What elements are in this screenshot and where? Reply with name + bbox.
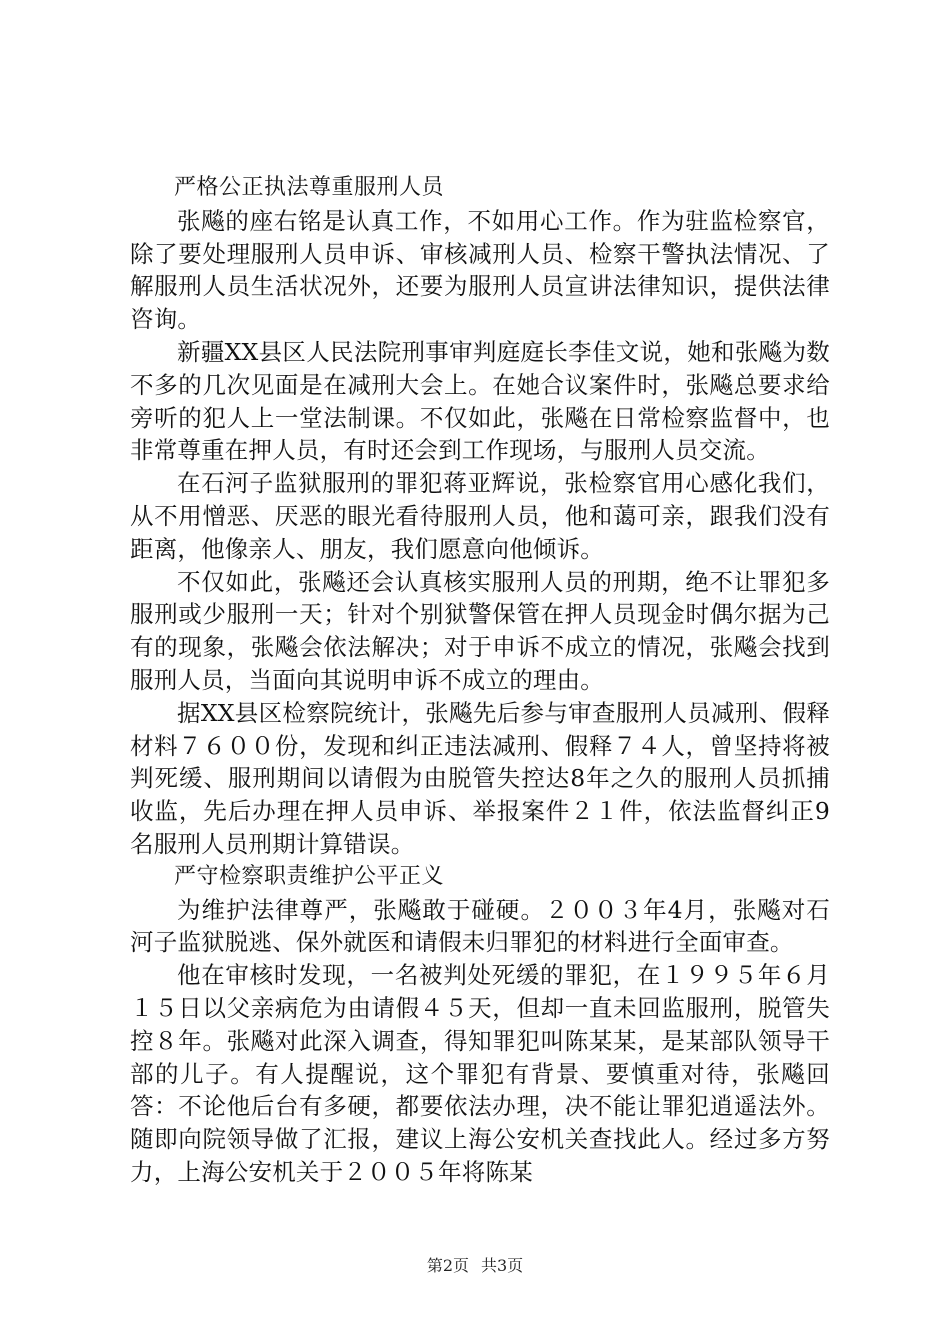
paragraph-judge-statement: 新疆XX县区人民法院刑事审判庭庭长李佳文说，她和张飚为数不多的几次见面是在减刑大会上。在她合议案件时，张飚总要求给旁听的犯人上一堂法制课。不仅如此，张飚在日常检察监督中，也非常尊重在押人员，有时还会到工作现场，与服刑人员交流。 — [130, 337, 830, 465]
page-footer — [0, 1256, 950, 1276]
page-total: 共3页 — [481, 1256, 524, 1275]
section-heading-2: 严守检察职责维护公平正义 — [174, 863, 445, 889]
paragraph-inmate-statement: 在石河子监狱服刑的罪犯蒋亚辉说，张检察官用心感化我们，从不用憎恶、厌恶的眼光看待服刑人员，他和蔼可亲，跟我们没有距离，他像亲人、朋友，我们愿意向他倾诉。 — [130, 469, 830, 563]
paragraph-sentence-verification: 不仅如此，张飚还会认真核实服刑人员的刑期，绝不让罪犯多服刑或少服刑一天；针对个别狱警保管在押人员现金时偶尔据为己有的现象，张飚会依法解决；对于申诉不成立的情况，张飚会找到服刑人员，当面向其说明申诉不成立的理由。 — [130, 567, 830, 694]
page-number: 第2页 — [426, 1256, 469, 1275]
paragraph-review-2003: 为维护法律尊严，张飚敢于碰硬。２００３年4月，张飚对石河子监狱脱逃、保外就医和请假未归罪犯的材料进行全面审查。 — [130, 895, 830, 957]
section-heading-1: 严格公正执法尊重服刑人员 — [174, 175, 445, 200]
paragraph-statistics: 据XX县区检察院统计，张飚先后参与审查服刑人员减刑、假释材料７６００份，发现和纠正违法减刑、假释７４人，曾坚持将被判死缓、服刑期间以请假为由脱管失控达8年之久的服刑人员抓捕收监，先后办理在押人员申诉、举报案件２１件，依法监督纠正9名服刑人员刑期计算错误。 — [130, 698, 830, 858]
paragraph-case-investigation: 他在审核时发现，一名被判处死缓的罪犯，在１９９５年６月１５日以父亲病危为由请假４５天，但却一直未回监服刑，脱管失控８年。张飚对此深入调查，得知罪犯叫陈某某，是某部队领导干部的儿子。有人提醒说，这个罪犯有背景、要慎重对待，张飚回答：不论他后台有多硬，都要依法办理，决不能让罪犯逍遥法外。随即向院领导做了汇报，建议上海公安机关查找此人。经过多方努力，上海公安机关于２００５年将陈某 — [130, 961, 830, 1186]
document-body — [130, 172, 830, 1189]
paragraph-motto: 张飚的座右铭是认真工作，不如用心工作。作为驻监检察官，除了要处理服刑人员申诉、审核减刑人员、检察干警执法情况、了解服刑人员生活状况外，还要为服刑人员宣讲法律知识，提供法律咨询。 — [130, 206, 830, 334]
